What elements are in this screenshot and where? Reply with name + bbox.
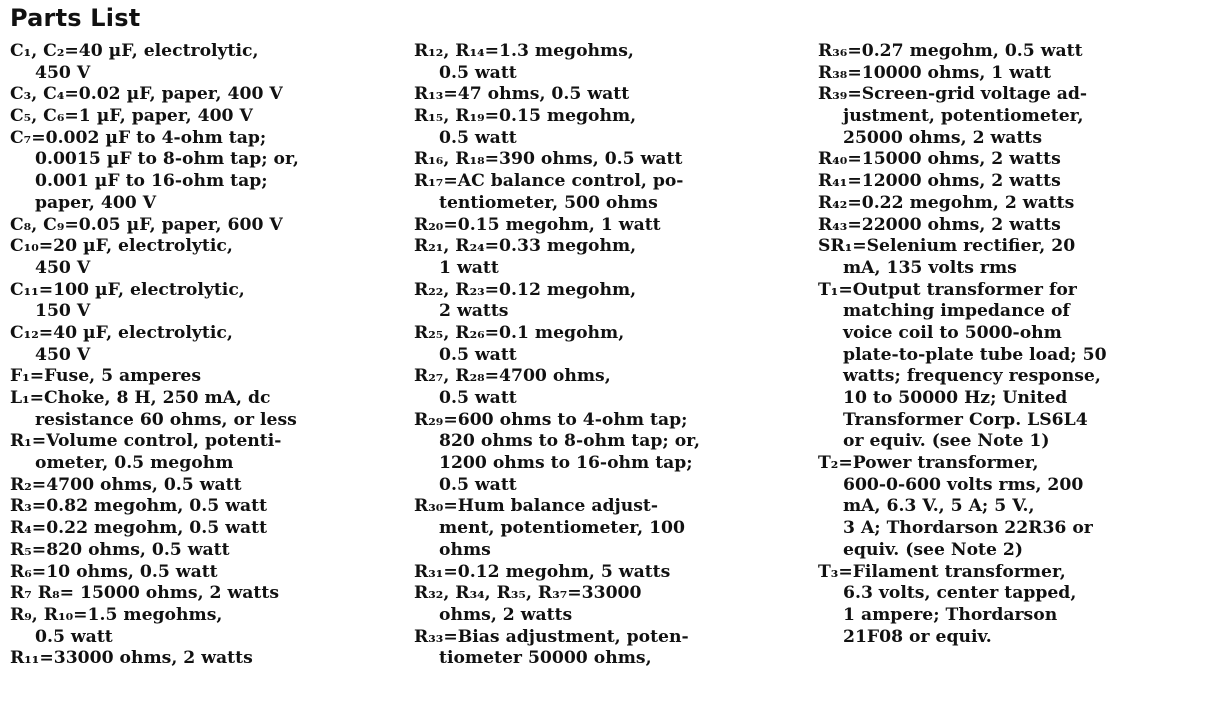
part-continuation-line: 600-0-600 volts rms, 200	[843, 474, 1084, 495]
part-continuation-line: resistance 60 ohms, or less	[35, 409, 297, 430]
part-continuation-line: plate-to-plate tube load; 50	[843, 344, 1107, 365]
part-continuation-line: 0.5 watt	[439, 344, 517, 365]
part-continuation-line: 1 ampere; Thordarson	[843, 604, 1058, 625]
part-entry-line: R₁₁=33000 ohms, 2 watts	[10, 648, 253, 669]
part-continuation-line: 450 V	[35, 257, 91, 278]
part-continuation-line: mA, 135 volts rms	[843, 257, 1017, 278]
part-entry-line: R₃₆=0.27 megohm, 0.5 watt	[818, 41, 1083, 61]
part-continuation-line: 3 A; Thordarson 22R36 or	[843, 518, 1093, 539]
part-entry-line: C₅, C₆=1 µF, paper, 400 V	[10, 106, 253, 127]
part-entry-line: R₂₇, R₂₈=4700 ohms,	[414, 366, 611, 387]
part-entry-line: R₁₅, R₁₉=0.15 megohm,	[414, 106, 637, 127]
part-entry-line: C₁₁=100 µF, electrolytic,	[10, 279, 245, 300]
part-entry-line: C₃, C₄=0.02 µF, paper, 400 V	[10, 84, 283, 105]
part-continuation-line: matching impedance of	[843, 301, 1070, 322]
part-entry-line: R₁₇=AC balance control, po-	[414, 171, 684, 192]
part-entry-line: R₃₀=Hum balance adjust-	[414, 496, 658, 517]
part-entry-line: R₁=Volume control, potenti-	[10, 431, 282, 452]
part-entry-line: R₄₁=12000 ohms, 2 watts	[818, 171, 1061, 192]
part-entry-line: R₄₀=15000 ohms, 2 watts	[818, 149, 1061, 170]
part-entry-line: R₄=0.22 megohm, 0.5 watt	[10, 518, 268, 539]
part-entry-line: F₁=Fuse, 5 amperes	[10, 366, 201, 387]
part-entry-line: R₁₆, R₁₈=390 ohms, 0.5 watt	[414, 149, 683, 170]
part-entry-line: R₂₅, R₂₆=0.1 megohm,	[414, 322, 625, 343]
part-entry-line: C₁₀=20 µF, electrolytic,	[10, 236, 233, 257]
part-continuation-line: 25000 ohms, 2 watts	[843, 127, 1042, 148]
part-continuation-line: ometer, 0.5 megohm	[35, 453, 234, 474]
part-entry-line: T₃=Filament transformer,	[818, 561, 1066, 582]
parts-column-2	[414, 41, 806, 670]
part-continuation-line: 0.5 watt	[35, 626, 113, 647]
part-continuation-line: ohms, 2 watts	[439, 604, 573, 625]
part-entry-line: R₂₉=600 ohms to 4-ohm tap;	[414, 409, 688, 430]
part-continuation-line: 0.0015 µF to 8-ohm tap; or,	[35, 149, 299, 170]
part-continuation-line: justment, potentiometer,	[843, 106, 1084, 127]
parts-column-1	[10, 41, 402, 670]
part-entry-line: T₁=Output transformer for	[818, 279, 1077, 300]
part-entry-line: R₂₂, R₂₃=0.12 megohm,	[414, 279, 637, 300]
part-entry-line: R₂₀=0.15 megohm, 1 watt	[414, 214, 661, 235]
part-entry-line: C₁₂=40 µF, electrolytic,	[10, 322, 233, 343]
part-entry-line: R₂=4700 ohms, 0.5 watt	[10, 474, 242, 495]
part-entry-line: R₆=10 ohms, 0.5 watt	[10, 561, 218, 582]
part-entry-line: R₄₃=22000 ohms, 2 watts	[818, 214, 1061, 235]
part-entry-line: R₉, R₁₀=1.5 megohms,	[10, 604, 223, 625]
parts-column-3	[818, 41, 1210, 648]
part-entry-line: R₃₂, R₃₄, R₃₅, R₃₇=33000	[414, 583, 642, 604]
part-entry-line: R₃=0.82 megohm, 0.5 watt	[10, 496, 268, 517]
part-continuation-line: 0.5 watt	[439, 62, 517, 83]
part-continuation-line: paper, 400 V	[35, 192, 157, 213]
part-entry-line: R₄₂=0.22 megohm, 2 watts	[818, 192, 1075, 213]
page-title: Parts List	[10, 4, 141, 32]
part-continuation-line: watts; frequency response,	[843, 366, 1101, 387]
part-continuation-line: 450 V	[35, 62, 91, 83]
part-entry-line: R₃₉=Screen-grid voltage ad-	[818, 84, 1088, 105]
part-continuation-line: 0.5 watt	[439, 127, 517, 148]
part-continuation-line: 2 watts	[439, 301, 509, 322]
part-continuation-line: voice coil to 5000-ohm	[843, 322, 1062, 343]
part-entry-line: R₃₈=10000 ohms, 1 watt	[818, 62, 1052, 83]
part-continuation-line: 1 watt	[439, 257, 499, 278]
part-entry-line: C₈, C₉=0.05 µF, paper, 600 V	[10, 214, 283, 235]
part-continuation-line: 1200 ohms to 16-ohm tap;	[439, 453, 693, 474]
part-continuation-line: 6.3 volts, center tapped,	[843, 583, 1077, 604]
part-entry-line: R₇ R₈= 15000 ohms, 2 watts	[10, 583, 279, 604]
part-continuation-line: tiometer 50000 ohms,	[439, 648, 652, 669]
part-continuation-line: 21F08 or equiv.	[843, 626, 992, 647]
part-entry-line: C₇=0.002 µF to 4-ohm tap;	[10, 127, 267, 148]
part-continuation-line: mA, 6.3 V., 5 A; 5 V.,	[843, 496, 1035, 517]
part-continuation-line: ohms	[439, 539, 491, 560]
part-continuation-line: equiv. (see Note 2)	[843, 539, 1023, 560]
part-continuation-line: or equiv. (see Note 1)	[843, 431, 1050, 452]
part-continuation-line: 450 V	[35, 344, 91, 365]
part-entry-line: R₃₃=Bias adjustment, poten-	[414, 626, 689, 647]
part-continuation-line: 150 V	[35, 301, 91, 322]
part-continuation-line: Transformer Corp. LS6L4	[843, 409, 1088, 430]
part-continuation-line: 820 ohms to 8-ohm tap; or,	[439, 431, 700, 452]
part-entry-line: R₂₁, R₂₄=0.33 megohm,	[414, 236, 637, 257]
part-entry-line: R₅=820 ohms, 0.5 watt	[10, 539, 230, 560]
part-entry-line: R₁₃=47 ohms, 0.5 watt	[414, 84, 630, 105]
part-continuation-line: 10 to 50000 Hz; United	[843, 388, 1068, 408]
part-continuation-line: 0.001 µF to 16-ohm tap;	[35, 171, 268, 192]
part-entry-line: R₃₁=0.12 megohm, 5 watts	[414, 561, 671, 582]
part-entry-line: SR₁=Selenium rectifier, 20	[818, 236, 1076, 257]
part-continuation-line: 0.5 watt	[439, 388, 517, 408]
part-continuation-line: tentiometer, 500 ohms	[439, 192, 658, 213]
part-entry-line: C₁, C₂=40 µF, electrolytic,	[10, 41, 259, 61]
part-continuation-line: ment, potentiometer, 100	[439, 518, 685, 539]
part-entry-line: R₁₂, R₁₄=1.3 megohms,	[414, 41, 634, 61]
part-continuation-line: 0.5 watt	[439, 474, 517, 495]
part-entry-line: T₂=Power transformer,	[818, 453, 1039, 474]
part-entry-line: L₁=Choke, 8 H, 250 mA, dc	[10, 388, 271, 408]
